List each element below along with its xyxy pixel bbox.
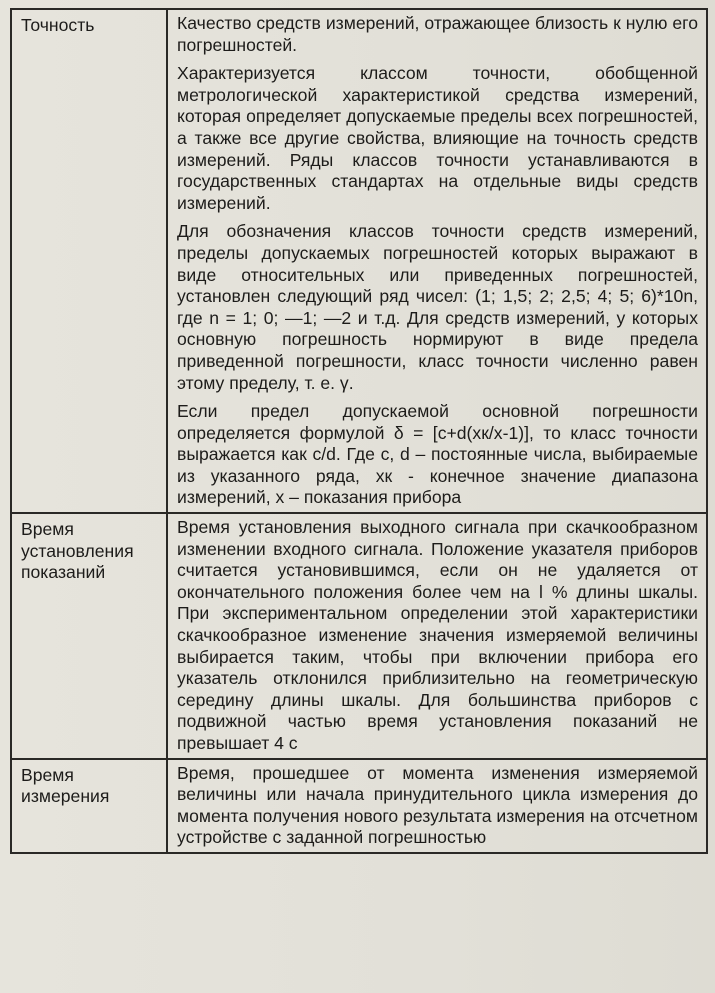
description-measurement-time xyxy=(167,759,707,853)
term-accuracy: Точность xyxy=(11,9,167,513)
term-measurement-time: Время измерения xyxy=(11,759,167,853)
table-row-measurement-time xyxy=(11,759,707,853)
description-paragraph: Для обозначения классов точности средств измерений, пределы допускаемых погрешностей которых выражают в виде относительных или приведенных погрешностей, установлен следующий ряд чисел: (1; 1,5; 2; 2,5; 4; 5; 6)*10n, где n = 1; 0; —1; —2 и т.д. Для средств измерений, у которых основную погрешность нормируют в виде предела приведенной погрешности, класс точности численно равен этому пределу, т. е. γ. xyxy=(177,221,698,393)
description-settling-time xyxy=(167,513,707,759)
term-settling-time: Время установления показаний xyxy=(11,513,167,759)
definitions-table xyxy=(10,8,708,854)
description-paragraph: Время, прошедшее от момента изменения измеряемой величины или начала принудительного цикла измерения до момента получения нового результата измерения на отсчетном устройстве с заданной погрешностью xyxy=(177,762,698,848)
description-paragraph: Если предел допускаемой основной погрешности определяется формулой δ = [c+d(xк/x-1)], то класс точности выражается как c/d. Где c, d – постоянные числа, выбираемые из указанного ряда, xк - конечное значение диапазона измерений, x – показания прибора xyxy=(177,401,698,508)
table-row-settling-time xyxy=(11,513,707,759)
description-paragraph: Качество средств измерений, отражающее близость к нулю его погрешностей. xyxy=(177,13,698,55)
description-paragraph: Характеризуется классом точности, обобщенной метрологической характеристикой средства измерений, которая определяет допускаемые пределы всех погрешностей, а также все другие свойства, влияющие на точность средств измерений. Ряды классов точности устанавливаются в государственных стандартах на отдельные виды средств измерений. xyxy=(177,63,698,213)
table-row-accuracy xyxy=(11,9,707,513)
description-accuracy xyxy=(167,9,707,513)
description-paragraph: Время установления выходного сигнала при скачкообразном изменении входного сигнала. Положение указателя приборов считается установившимся, если он не удаляется от окончательного положения более чем на l % длины шкалы. При экспериментальном определении этой характеристики скачкообразное изменение значения измеряемой величины выбирается таким, чтобы при включении прибора его указатель отклонился приблизительно на геометрическую середину длины шкалы. Для большинства приборов с подвижной частью время установления показаний не превышает 4 с xyxy=(177,517,698,753)
